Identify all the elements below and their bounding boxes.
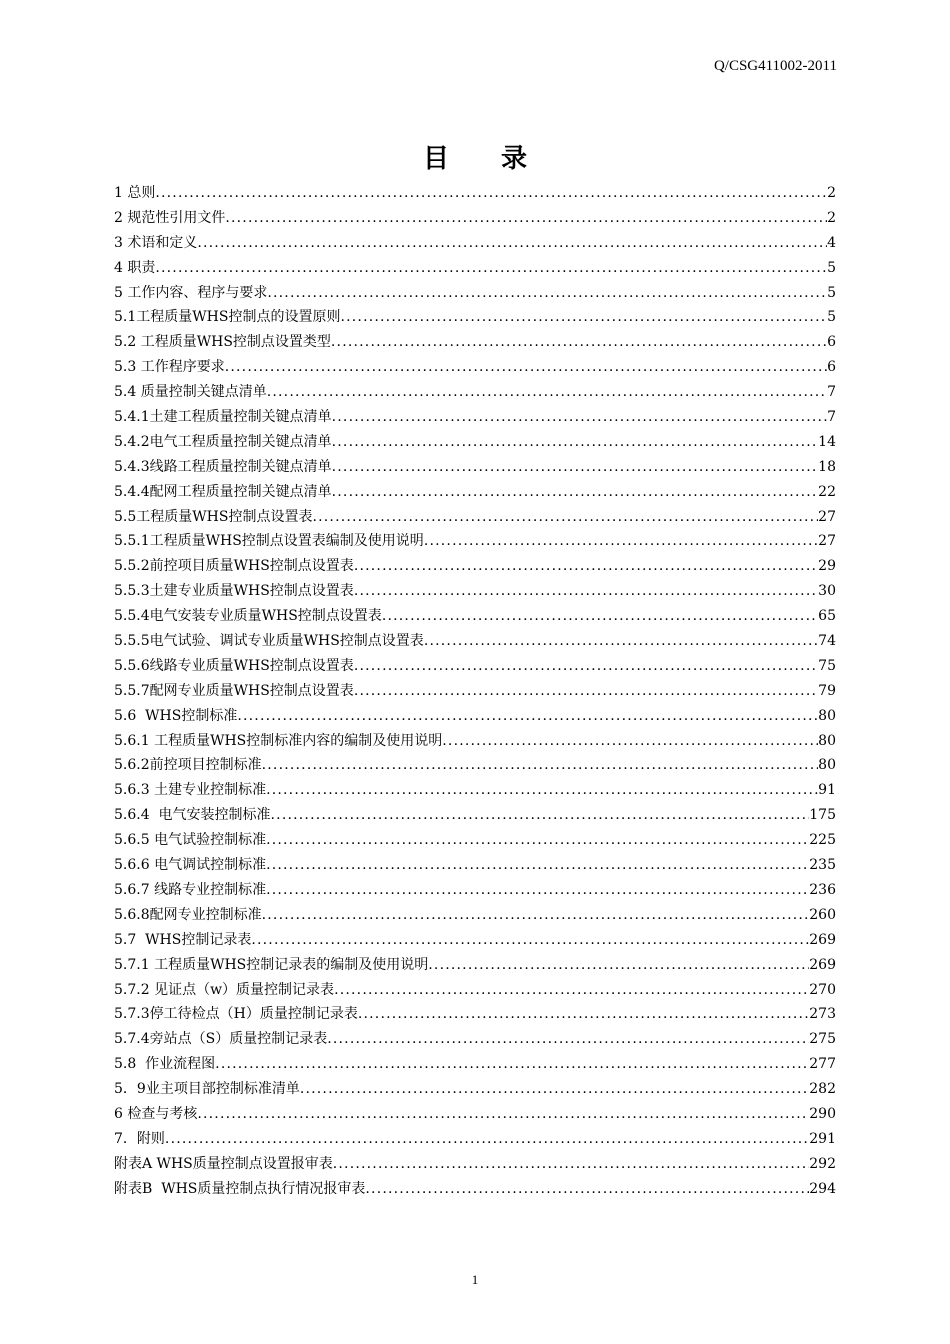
toc-entry-page: 270 — [809, 981, 836, 998]
toc-leader-dots — [225, 355, 827, 380]
toc-entry-label: 5.5.4电气安装专业质量WHS控制点设置表 — [114, 608, 382, 625]
title-char-left: 目 — [422, 144, 449, 174]
toc-leader-dots — [266, 778, 818, 803]
toc-entry-page: 80 — [818, 707, 836, 724]
toc-entry[interactable] — [114, 978, 836, 1003]
toc-entry-page: 292 — [809, 1155, 836, 1172]
toc-entry[interactable] — [114, 604, 836, 629]
toc-entry-label: 5.6.4 电气安装控制标准 — [114, 807, 271, 824]
toc-entry-label: 5.5.7配网专业质量WHS控制点设置表 — [114, 682, 354, 699]
toc-leader-dots — [155, 181, 827, 206]
toc-leader-dots — [300, 1077, 809, 1102]
toc-entry-page: 14 — [818, 433, 836, 450]
toc-leader-dots — [267, 281, 827, 306]
toc-entry-page: 22 — [818, 483, 836, 500]
toc-entry-label: 5.4.4配网工程质量控制关键点清单 — [114, 483, 332, 500]
toc-entry-label: 5.5.3土建专业质量WHS控制点设置表 — [114, 583, 354, 600]
toc-entry-label: 5.2 工程质量WHS控制点设置类型 — [114, 334, 331, 351]
toc-entry-page: 236 — [809, 881, 836, 898]
toc-entry-label: 附表A WHS质量控制点设置报审表 — [114, 1155, 333, 1172]
toc-entry-label: 5.7.2 见证点（w）质量控制记录表 — [114, 981, 335, 998]
toc-entry-page: 2 — [827, 209, 836, 226]
toc-leader-dots — [266, 878, 809, 903]
toc-entry[interactable] — [114, 281, 836, 306]
toc-entry[interactable] — [114, 629, 836, 654]
toc-entry-label: 附表B WHS质量控制点执行情况报审表 — [114, 1180, 366, 1197]
toc-entry[interactable] — [114, 1077, 836, 1102]
toc-entry-label: 5.5.1工程质量WHS控制点设置表编制及使用说明 — [114, 533, 424, 550]
toc-entry[interactable] — [114, 903, 836, 928]
toc-entry[interactable] — [114, 704, 836, 729]
toc-entry[interactable] — [114, 729, 836, 754]
toc-entry-page: 6 — [827, 334, 836, 351]
toc-entry-label: 5.7 WHS控制记录表 — [114, 931, 252, 948]
toc-entry-page: 7 — [827, 384, 836, 401]
toc-entry-page: 175 — [809, 807, 836, 824]
toc-entry-page: 290 — [809, 1105, 836, 1122]
toc-entry-label: 5.6.2前控项目控制标准 — [114, 757, 262, 774]
toc-entry[interactable] — [114, 405, 836, 430]
toc-entry-label: 5.5.2前控项目质量WHS控制点设置表 — [114, 558, 354, 575]
toc-entry-label: 5.6.8配网专业控制标准 — [114, 906, 262, 923]
toc-entry[interactable] — [114, 878, 836, 903]
toc-entry-page: 27 — [818, 508, 836, 525]
toc-entry-label: 5．9业主项目部控制标准清单 — [114, 1081, 300, 1098]
toc-leader-dots — [365, 1177, 809, 1202]
toc-entry-page: 29 — [818, 558, 836, 575]
toc-entry[interactable] — [114, 803, 836, 828]
toc-entry-page: 291 — [809, 1130, 836, 1147]
toc-entry[interactable] — [114, 181, 836, 206]
toc-leader-dots — [442, 729, 818, 754]
toc-entry-page: 269 — [809, 931, 836, 948]
toc-entry-label: 5.4.3线路工程质量控制关键点清单 — [114, 458, 332, 475]
toc-entry-page: 91 — [818, 782, 836, 799]
toc-entry-label: 5.6.3 土建专业控制标准 — [114, 782, 267, 799]
toc-entry[interactable] — [114, 380, 836, 405]
toc-entry-label: 5.3 工作程序要求 — [114, 359, 225, 376]
toc-leader-dots — [262, 903, 810, 928]
toc-entry-page: 75 — [818, 657, 836, 674]
toc-leader-dots — [358, 1002, 809, 1027]
toc-entry[interactable] — [114, 953, 836, 978]
toc-entry-page: 273 — [809, 1006, 836, 1023]
toc-entry[interactable] — [114, 1027, 836, 1052]
toc-entry-label: 5.4 质量控制关键点清单 — [114, 384, 267, 401]
toc-entry[interactable] — [114, 1102, 836, 1127]
toc-entry-label: 5.6.1 工程质量WHS控制标准内容的编制及使用说明 — [114, 732, 443, 749]
toc-entry-label: 3 术语和定义 — [114, 234, 198, 251]
toc-leader-dots — [327, 1027, 809, 1052]
toc-entry[interactable] — [114, 579, 836, 604]
toc-entry-label: 5.4.2电气工程质量控制关键点清单 — [114, 433, 332, 450]
toc-entry-label: 4 职责 — [114, 259, 156, 276]
toc-entry[interactable] — [114, 828, 836, 853]
document-code: Q/CSG411002-2011 — [713, 58, 837, 74]
toc-entry[interactable] — [114, 529, 836, 554]
toc-entry[interactable] — [114, 753, 836, 778]
toc-entry-label: 5.5.5电气试验、调试专业质量WHS控制点设置表 — [114, 633, 424, 650]
toc-leader-dots — [215, 1052, 809, 1077]
toc-entry[interactable] — [114, 928, 836, 953]
toc-entry[interactable] — [114, 654, 836, 679]
toc-leader-dots — [331, 330, 827, 355]
toc-leader-dots — [333, 1152, 810, 1177]
toc-entry-page: 27 — [818, 533, 836, 550]
toc-entry-page: 5 — [827, 284, 836, 301]
toc-entry[interactable] — [114, 1152, 836, 1177]
toc-entry-label: 5.1工程质量WHS控制点的设置原则 — [114, 309, 341, 326]
toc-entry[interactable] — [114, 355, 836, 380]
toc-entry[interactable] — [114, 455, 836, 480]
toc-entry[interactable] — [114, 330, 836, 355]
toc-leader-dots — [155, 256, 827, 281]
toc-entry-page: 18 — [818, 458, 836, 475]
toc-entry[interactable] — [114, 206, 836, 231]
toc-entry-page: 235 — [809, 857, 836, 874]
toc-entry[interactable] — [114, 679, 836, 704]
toc-leader-dots — [340, 305, 827, 330]
toc-leader-dots — [354, 579, 818, 604]
toc-entry-page: 275 — [809, 1031, 836, 1048]
toc-leader-dots — [165, 1127, 809, 1152]
toc-entry-label: 5.6 WHS控制标准 — [114, 707, 238, 724]
toc-entry-page: 5 — [827, 309, 836, 326]
toc-entry-label: 5.7.3停工待检点（H）质量控制记录表 — [114, 1006, 358, 1023]
toc-entry-page: 7 — [827, 409, 836, 426]
toc-entry[interactable] — [114, 305, 836, 330]
toc-leader-dots — [237, 704, 818, 729]
page-number: 1 — [471, 1272, 479, 1287]
page-title — [0, 138, 950, 175]
toc-leader-dots — [267, 380, 827, 405]
toc-entry-page: 6 — [827, 359, 836, 376]
toc-entry-label: 5.4.1土建工程质量控制关键点清单 — [114, 409, 332, 426]
toc-entry-label: 5.6.5 电气试验控制标准 — [114, 832, 267, 849]
toc-leader-dots — [262, 753, 819, 778]
toc-entry-label: 5.6.6 电气调试控制标准 — [114, 857, 267, 874]
toc-entry-label: 5.7.1 工程质量WHS控制记录表的编制及使用说明 — [114, 956, 429, 973]
toc-leader-dots — [354, 679, 818, 704]
toc-leader-dots — [428, 953, 809, 978]
toc-leader-dots — [197, 1102, 809, 1127]
toc-leader-dots — [334, 978, 809, 1003]
toc-entry-page: 225 — [809, 832, 836, 849]
toc-entry-page: 260 — [809, 906, 836, 923]
toc-entry[interactable] — [114, 1127, 836, 1152]
toc-entry-page: 4 — [827, 234, 836, 251]
toc-entry-page: 80 — [818, 732, 836, 749]
toc-leader-dots — [332, 455, 819, 480]
toc-leader-dots — [354, 554, 818, 579]
title-char-right: 录 — [501, 144, 528, 174]
toc-entry-label: 5.8 作业流程图 — [114, 1056, 216, 1073]
toc-entry[interactable] — [114, 778, 836, 803]
toc-entry[interactable] — [114, 554, 836, 579]
toc-entry[interactable] — [114, 430, 836, 455]
toc-entry-label: 7．附则 — [114, 1130, 165, 1147]
toc-entry-label: 5.5.6线路专业质量WHS控制点设置表 — [114, 657, 354, 674]
toc-leader-dots — [424, 629, 818, 654]
toc-entry-page: 65 — [818, 608, 836, 625]
toc-entry-page: 80 — [818, 757, 836, 774]
toc-entry[interactable] — [114, 480, 836, 505]
toc-leader-dots — [354, 654, 818, 679]
toc-entry-page: 30 — [818, 583, 836, 600]
toc-entry-page: 277 — [809, 1056, 836, 1073]
toc-entry[interactable] — [114, 1052, 836, 1077]
toc-leader-dots — [251, 928, 809, 953]
toc-entry[interactable] — [114, 853, 836, 878]
toc-leader-dots — [332, 405, 827, 430]
toc-entry-label: 2 规范性引用文件 — [114, 209, 226, 226]
toc-entry-label: 5.7.4旁站点（S）质量控制记录表 — [114, 1031, 328, 1048]
toc-entry-page: 269 — [809, 956, 836, 973]
toc-leader-dots — [225, 206, 827, 231]
toc-leader-dots — [382, 604, 818, 629]
toc-leader-dots — [332, 480, 819, 505]
toc-entry-page: 282 — [809, 1081, 836, 1098]
table-of-contents — [114, 181, 836, 1202]
toc-leader-dots — [332, 430, 819, 455]
toc-entry-page: 79 — [818, 682, 836, 699]
toc-entry-label: 1 总则 — [114, 185, 156, 201]
toc-leader-dots — [271, 803, 810, 828]
toc-leader-dots — [312, 505, 818, 530]
toc-leader-dots — [266, 828, 809, 853]
toc-entry[interactable] — [114, 1177, 836, 1202]
toc-entry-page: 74 — [818, 633, 836, 650]
toc-entry[interactable] — [114, 505, 836, 530]
toc-entry-page: 294 — [809, 1180, 836, 1197]
toc-entry-page: 5 — [827, 259, 836, 276]
toc-entry[interactable] — [114, 1002, 836, 1027]
toc-entry[interactable] — [114, 256, 836, 281]
toc-leader-dots — [424, 529, 818, 554]
toc-entry-label: 6 检查与考核 — [114, 1105, 198, 1122]
toc-entry-label: 5 工作内容、程序与要求 — [114, 284, 268, 301]
toc-entry-label: 5.5工程质量WHS控制点设置表 — [114, 508, 313, 525]
toc-leader-dots — [197, 231, 827, 256]
toc-entry[interactable] — [114, 231, 836, 256]
toc-entry-label: 5.6.7 线路专业控制标准 — [114, 881, 267, 898]
toc-leader-dots — [266, 853, 809, 878]
toc-entry-page: 2 — [827, 185, 836, 201]
